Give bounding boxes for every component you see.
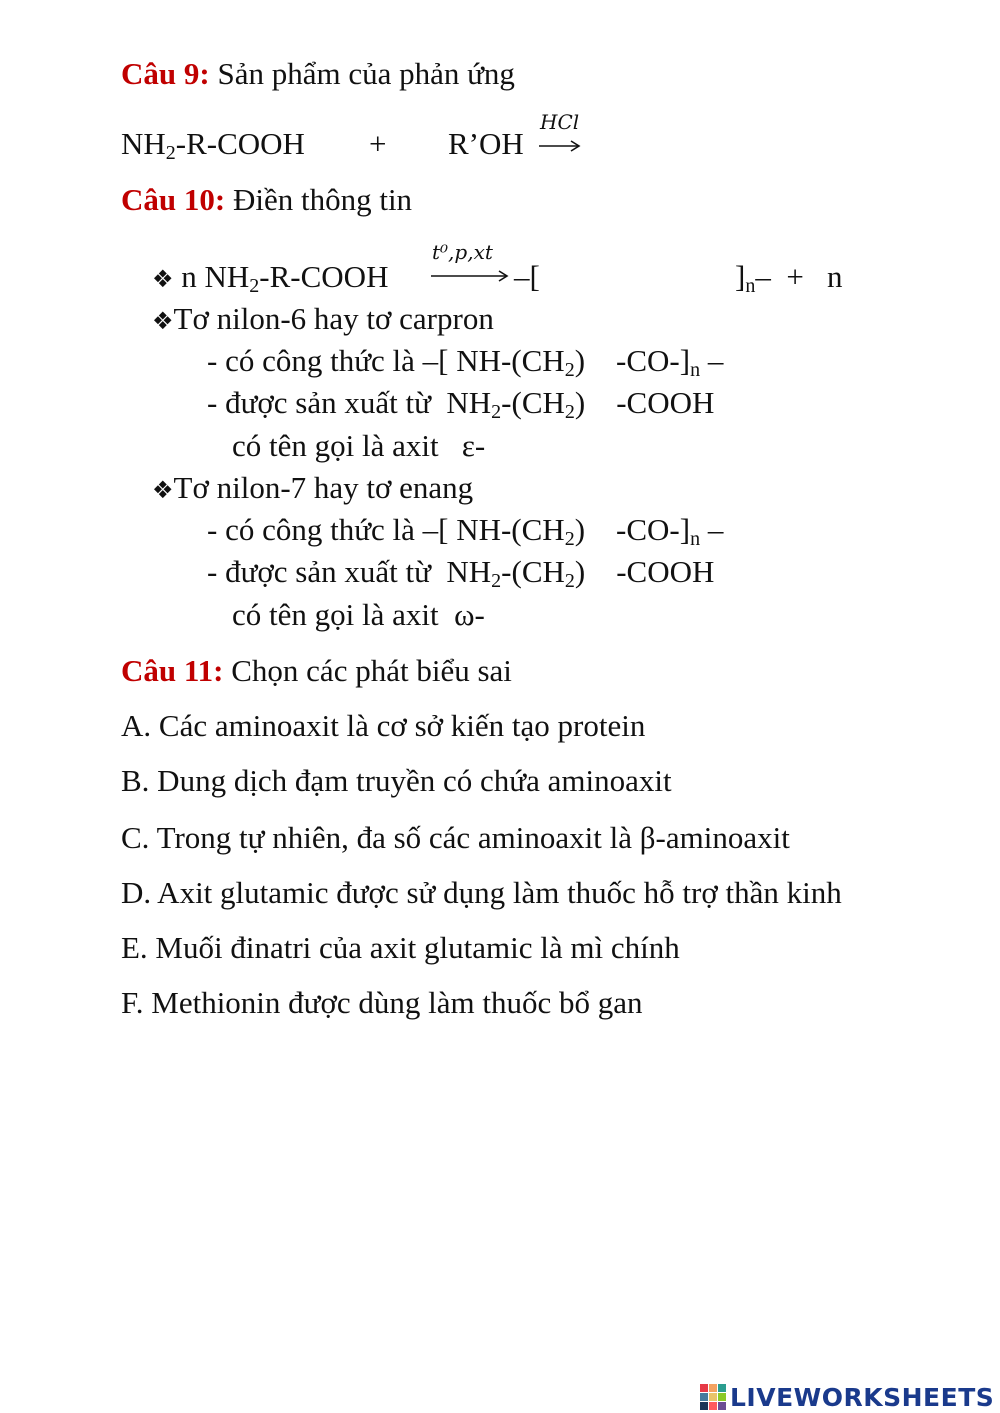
nylon6-source xyxy=(207,385,715,423)
nylon7-source xyxy=(207,554,715,592)
q9-reactant1-b: -R-COOH xyxy=(175,126,305,161)
q10-rxn-sub: 2 xyxy=(249,275,260,297)
nylon7-source-end: ) -COOH xyxy=(574,554,715,589)
nylon6-source-end: ) -COOH xyxy=(574,385,715,420)
q10-heading xyxy=(121,184,412,215)
nylon7-formula-end: – xyxy=(700,512,724,547)
liveworksheets-logo xyxy=(700,1382,994,1412)
q9-plus: + xyxy=(369,126,387,161)
nylon6-formula-end: – xyxy=(700,343,724,378)
nylon6-source-sub1: 2 xyxy=(491,401,502,423)
q10-conditions: t⁰,p,xt xyxy=(432,240,493,264)
nylon6-source-mid: -(CH xyxy=(501,385,565,420)
diamond-bullet-icon: ❖ xyxy=(152,307,174,335)
q11-label: Câu 11: xyxy=(121,653,224,688)
nylon7-title: Tơ nilon-7 hay tơ enang xyxy=(173,470,474,505)
q9-reactant1-sub: 2 xyxy=(165,142,176,164)
nylon7-formula xyxy=(207,512,724,550)
nylon7-source-sub1: 2 xyxy=(491,570,502,592)
q11-option-a[interactable]: A. Các aminoaxit là cơ sở kiến tạo protein xyxy=(121,708,646,743)
nylon7-formula-sub: 2 xyxy=(564,528,575,550)
nylon7-formula-mid: ) -CO-] xyxy=(574,512,691,547)
q9-label: Câu 9: xyxy=(121,56,210,91)
q11-text: Chọn các phát biểu sai xyxy=(231,653,512,688)
nylon6-formula xyxy=(207,343,724,381)
nylon7-name: có tên gọi là axit ω- xyxy=(232,597,485,632)
q11-option-c[interactable]: C. Trong tự nhiên, đa số các aminoaxit là β-aminoaxit xyxy=(121,820,790,855)
nylon7-formula-lead: - có công thức là –[ NH-(CH xyxy=(207,512,565,547)
nylon6-formula-mid: ) -CO-] xyxy=(574,343,691,378)
q9-heading xyxy=(121,58,515,89)
nylon6-source-sub2: 2 xyxy=(564,401,575,423)
q9-reactant1 xyxy=(121,126,305,164)
nylon6-source-lead: - được sản xuất từ NH xyxy=(207,385,492,420)
q10-rxn-tail: – + n xyxy=(755,259,843,294)
q10-rxn-rest: -R-COOH xyxy=(259,259,389,294)
q10-text: Điền thông tin xyxy=(232,182,413,217)
diamond-bullet-icon: ❖ xyxy=(152,476,174,504)
nylon6-name: có tên gọi là axit ε- xyxy=(232,428,486,463)
q10-rxn-close xyxy=(735,259,843,297)
nylon6-title-line xyxy=(152,303,494,334)
q10-rxn-close-bracket: ] xyxy=(735,259,746,294)
nylon7-source-sub2: 2 xyxy=(564,570,575,592)
diamond-bullet-icon: ❖ xyxy=(152,265,174,293)
right-arrow-icon xyxy=(430,268,510,284)
q10-rxn-close-sub: n xyxy=(745,275,756,297)
nylon6-formula-lead: - có công thức là –[ NH-(CH xyxy=(207,343,565,378)
right-arrow-icon xyxy=(538,138,582,154)
q11-option-e[interactable]: E. Muối đinatri của axit glutamic là mì chính xyxy=(121,930,680,965)
nylon6-formula-nsub: n xyxy=(690,359,701,381)
nylon7-source-mid: -(CH xyxy=(501,554,565,589)
q9-reactant2: R’OH xyxy=(448,126,524,161)
nylon7-formula-nsub: n xyxy=(690,528,701,550)
liveworksheets-text: LIVEWORKSHEETS xyxy=(730,1382,995,1412)
nylon7-title-line xyxy=(152,472,473,503)
q11-option-d[interactable]: D. Axit glutamic được sử dụng làm thuốc hỗ trợ thần kinh xyxy=(121,875,842,910)
q9-catalyst: HCl xyxy=(540,110,580,134)
q10-rxn-lead: n NH xyxy=(181,259,250,294)
q9-reactant1-a: NH xyxy=(121,126,166,161)
q10-label: Câu 10: xyxy=(121,182,226,217)
q11-option-b[interactable]: B. Dung dịch đạm truyền có chứa aminoaxit xyxy=(121,763,672,798)
nylon6-formula-sub: 2 xyxy=(564,359,575,381)
q9-text: Sản phẩm của phản ứng xyxy=(217,56,515,91)
q10-rxn-open: –[ xyxy=(514,259,540,294)
nylon6-title: Tơ nilon-6 hay tơ carpron xyxy=(173,301,494,336)
q11-option-f[interactable]: F. Methionin được dùng làm thuốc bổ gan xyxy=(121,985,643,1020)
nylon7-source-lead: - được sản xuất từ NH xyxy=(207,554,492,589)
q11-heading xyxy=(121,655,512,686)
liveworksheets-mark-icon xyxy=(700,1384,726,1410)
q10-rxn-line xyxy=(152,259,389,297)
